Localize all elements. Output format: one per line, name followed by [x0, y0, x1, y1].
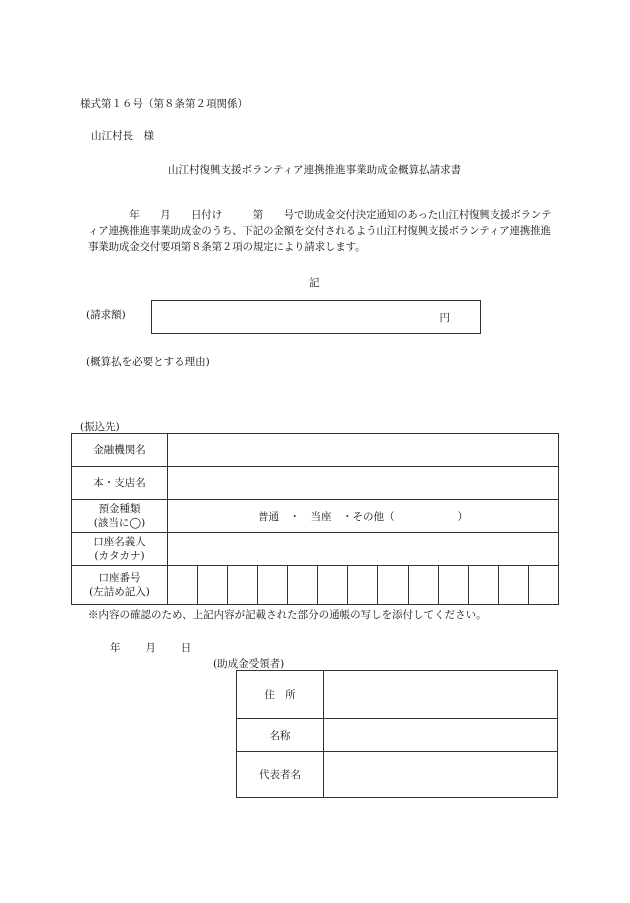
account-holder-label-line1: 口座名義人 [93, 536, 146, 548]
account-digit-cell[interactable] [258, 566, 288, 605]
deposit-type-options[interactable]: 普通 ・ 当座 ・その他（ ） [168, 500, 559, 533]
account-number-label-line1: 口座番号 [98, 572, 141, 584]
reason-label: (概算払を必要とする理由) [86, 356, 210, 368]
account-digit-cell[interactable] [528, 566, 558, 605]
bank-section-label: (振込先) [80, 421, 120, 433]
date-month: 月 [145, 642, 156, 654]
address-field[interactable] [324, 671, 558, 719]
attachment-note: ※内容の確認のため、上記内容が記載された部分の通帳の写しを添付してください。 [88, 609, 487, 621]
ki-heading: 記 [309, 277, 320, 289]
account-digit-cell[interactable] [468, 566, 498, 605]
account-holder-label [72, 533, 168, 566]
branch-field[interactable] [168, 467, 559, 500]
address-label: 住 所 [237, 671, 324, 719]
name-field[interactable] [324, 719, 558, 752]
representative-field[interactable] [324, 752, 558, 798]
form-number: 様式第１６号（第８条第２項関係） [80, 98, 248, 110]
account-digit-cell[interactable] [228, 566, 258, 605]
deposit-type-label-line1: 預金種類 [98, 503, 141, 515]
table-row [237, 752, 558, 798]
account-digit-cell[interactable] [498, 566, 528, 605]
date-year: 年 [110, 642, 121, 654]
document-title: 山江村復興支援ボランティア連携推進事業助成金概算払請求書 [168, 164, 462, 176]
deposit-type-label-line2: (該当に◯) [93, 517, 146, 529]
account-holder-field[interactable] [168, 533, 559, 566]
account-digit-cell[interactable] [348, 566, 378, 605]
table-row [72, 434, 559, 467]
receiver-section-label: (助成金受領者) [213, 658, 285, 670]
table-row [237, 671, 558, 719]
receiver-table [236, 670, 558, 798]
branch-label: 本・支店名 [72, 467, 168, 500]
account-digit-cell[interactable] [378, 566, 408, 605]
account-number-label-line2: (左詰め記入) [89, 586, 150, 598]
account-digit-cell[interactable] [318, 566, 348, 605]
name-label: 名称 [237, 719, 324, 752]
body-text: 年 月 日付け 第 号で助成金交付決定通知のあった山江村復興支援ボランティア連携推進事業助成金のうち、下記の金額を交付されるよう山江村復興支援ボランティア連携推進事業助成金交付要項第８条第２項の規定により請求します。 [88, 209, 552, 253]
account-digit-cell[interactable] [408, 566, 438, 605]
account-digit-cell[interactable] [288, 566, 318, 605]
table-row [72, 500, 559, 533]
account-digit-cell[interactable] [168, 566, 198, 605]
account-digit-cell[interactable] [438, 566, 468, 605]
amount-label: (請求額) [86, 309, 126, 321]
account-number-label [72, 566, 168, 605]
account-holder-label-line2: (カタカナ) [94, 550, 145, 562]
table-row [72, 467, 559, 500]
account-digit-cell[interactable] [198, 566, 228, 605]
deposit-type-label [72, 500, 168, 533]
table-row [237, 719, 558, 752]
date-line [110, 640, 191, 655]
table-row [72, 566, 559, 605]
bank-table [71, 433, 559, 605]
representative-label: 代表者名 [237, 752, 324, 798]
institution-label: 金融機関名 [72, 434, 168, 467]
date-day: 日 [180, 642, 192, 654]
yen-unit: 円 [439, 312, 450, 324]
recipient: 山江村長 様 [91, 130, 154, 142]
amount-field[interactable] [151, 300, 481, 334]
table-row [72, 533, 559, 566]
institution-field[interactable] [168, 434, 559, 467]
